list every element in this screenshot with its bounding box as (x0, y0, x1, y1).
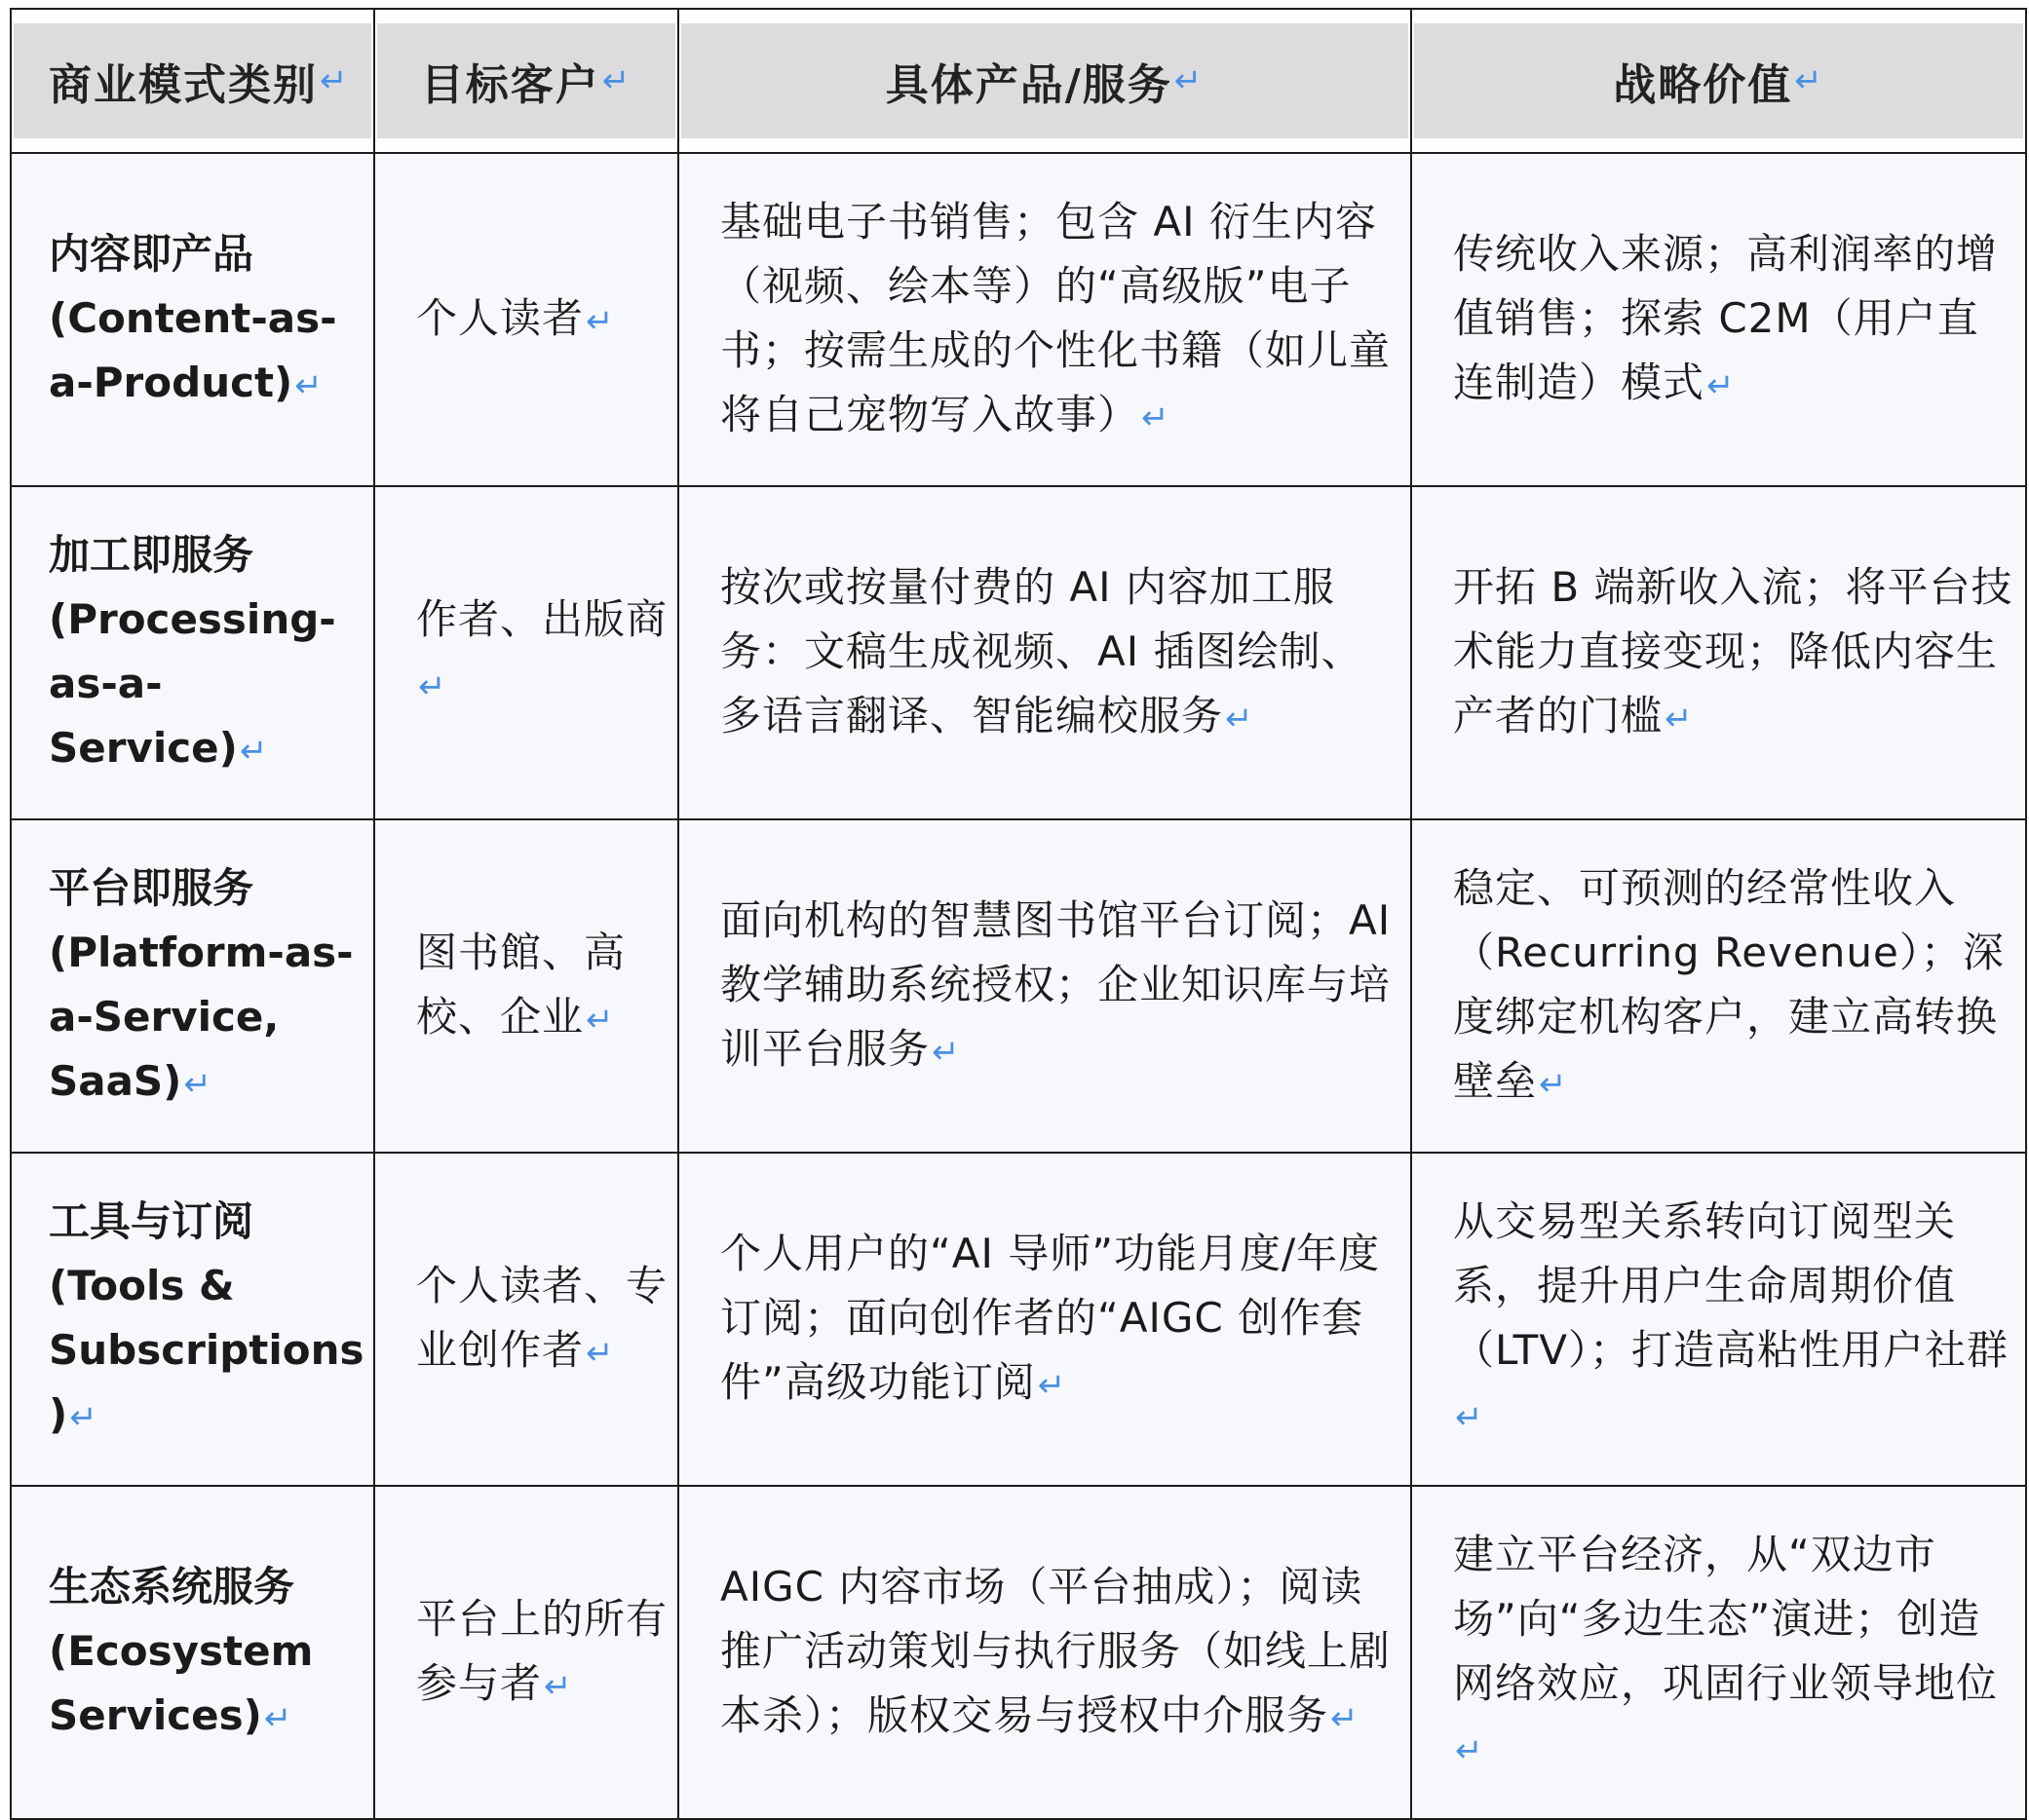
return-mark-icon: ↵ (586, 301, 615, 341)
value-text: 传统收入来源；高利润率的增值销售；探索 C2M（用户直连制造）模式 (1453, 229, 1999, 406)
header-cell-customer (374, 9, 678, 153)
model-cell (11, 486, 374, 819)
return-mark-icon: ↵ (183, 1064, 211, 1104)
customer-text: 作者、出版商 (416, 594, 669, 643)
return-mark-icon: ↵ (1539, 1064, 1568, 1104)
return-mark-icon: ↵ (263, 1698, 292, 1738)
return-mark-icon: ↵ (1173, 61, 1205, 100)
model-name-cn: 加工即服务 (49, 530, 254, 579)
value-cell (1411, 819, 2026, 1153)
product-cell (678, 1486, 1411, 1819)
customer-text: 图书館、高校、企业 (416, 928, 627, 1041)
model-name-en: (Processing-as-a-Service) (49, 594, 336, 772)
model-name-en: (Platform-as-a-Service, SaaS) (49, 928, 354, 1105)
customer-cell (374, 486, 678, 819)
model-name-en: (Content-as-a-Product) (49, 293, 337, 406)
product-text: 个人用户的“AI 导师”功能月度/年度订阅；面向创作者的“AIGC 创作套件”高级功能订阅 (720, 1229, 1381, 1406)
return-mark-icon: ↵ (1330, 1698, 1359, 1738)
return-mark-icon: ↵ (586, 1000, 615, 1040)
table-row (11, 819, 2026, 1153)
product-cell (678, 153, 1411, 486)
model-name-cn: 工具与订阅 (49, 1196, 254, 1245)
business-model-table (10, 8, 2027, 1820)
value-cell (1411, 486, 2026, 819)
value-text: 建立平台经济，从“双边市场”向“多边生态”演进；创造网络效应，巩固行业领导地位 (1453, 1530, 1999, 1707)
model-name-cn: 生态系统服务 (49, 1562, 295, 1611)
value-text: 稳定、可预测的经常性收入（Recurring Revenue）；深度绑定机构客户，建立高转换壁垒 (1453, 863, 2005, 1105)
return-mark-icon: ↵ (1037, 1365, 1067, 1405)
customer-cell (374, 153, 678, 486)
return-mark-icon: ↵ (1794, 61, 1824, 100)
model-cell (11, 153, 374, 486)
customer-cell (374, 1486, 678, 1819)
value-text: 从交易型关系转向订阅型关系，提升用户生命周期价值（LTV）；打造高粘性用户社群 (1453, 1196, 2010, 1374)
return-mark-icon: ↵ (320, 61, 350, 100)
header-cell-model (11, 9, 374, 153)
value-cell (1411, 153, 2026, 486)
header-cell-value (1411, 9, 2026, 153)
product-text: 基础电子书销售；包含 AI 衍生内容（视频、绘本等）的“高级版”电子书；按需生成的个性化书籍（如儿童将自己宠物写入故事） (720, 197, 1392, 438)
return-mark-icon: ↵ (1225, 699, 1254, 739)
product-text: 面向机构的智慧图书馆平台订阅；AI 教学辅助系统授权；企业知识库与培训平台服务 (720, 895, 1392, 1073)
return-mark-icon: ↵ (544, 1666, 573, 1706)
return-mark-icon: ↵ (1141, 398, 1170, 437)
return-mark-icon: ↵ (1455, 1397, 1484, 1437)
model-name-en: (Tools & Subscriptions) (49, 1261, 364, 1438)
return-mark-icon: ↵ (294, 365, 323, 405)
return-mark-icon: ↵ (586, 1333, 615, 1373)
product-text: 按次或按量付费的 AI 内容加工服务：文稿生成视频、AI 插图绘制、多语言翻译、智能编校服务 (720, 562, 1363, 739)
value-text: 开拓 B 端新收入流；将平台技术能力直接变现；降低内容生产者的门槛 (1453, 562, 2013, 739)
model-name-cn: 平台即服务 (49, 863, 254, 912)
return-mark-icon: ↵ (601, 61, 632, 100)
header-label-customer: 目标客户 (420, 60, 600, 110)
model-name-cn: 内容即产品 (49, 229, 254, 278)
value-cell (1411, 1486, 2026, 1819)
model-cell (11, 1486, 374, 1819)
customer-text: 个人读者、专业创作者 (416, 1261, 669, 1374)
return-mark-icon: ↵ (1665, 699, 1694, 739)
model-cell (11, 1153, 374, 1486)
return-mark-icon: ↵ (1706, 365, 1736, 405)
table-row (11, 153, 2026, 486)
product-cell (678, 1153, 1411, 1486)
return-mark-icon: ↵ (69, 1397, 97, 1437)
table-row (11, 486, 2026, 819)
customer-cell (374, 1153, 678, 1486)
model-name-en: (Ecosystem Services) (49, 1626, 314, 1739)
return-mark-icon: ↵ (239, 731, 268, 771)
table-row (11, 1486, 2026, 1819)
header-cell-product (678, 9, 1411, 153)
header-label-model: 商业模式类别 (49, 60, 318, 110)
table-body (11, 153, 2026, 1819)
product-text: AIGC 内容市场（平台抽成）；阅读推广活动策划与执行服务（如线上剧本杀）；版权交易与授权中介服务 (720, 1562, 1392, 1739)
return-mark-icon: ↵ (932, 1032, 961, 1072)
customer-text: 个人读者 (416, 293, 585, 342)
customer-text: 平台上的所有参与者 (416, 1594, 669, 1707)
value-cell (1411, 1153, 2026, 1486)
product-cell (678, 819, 1411, 1153)
table-header (11, 9, 2026, 153)
return-mark-icon: ↵ (418, 666, 447, 706)
model-cell (11, 819, 374, 1153)
product-cell (678, 486, 1411, 819)
header-row (11, 9, 2026, 153)
header-label-value: 战略价值 (1613, 60, 1793, 110)
table-row (11, 1153, 2026, 1486)
document-page (10, 8, 2025, 1770)
customer-cell (374, 819, 678, 1153)
return-mark-icon: ↵ (1455, 1730, 1484, 1770)
header-label-product: 具体产品/服务 (885, 60, 1172, 110)
